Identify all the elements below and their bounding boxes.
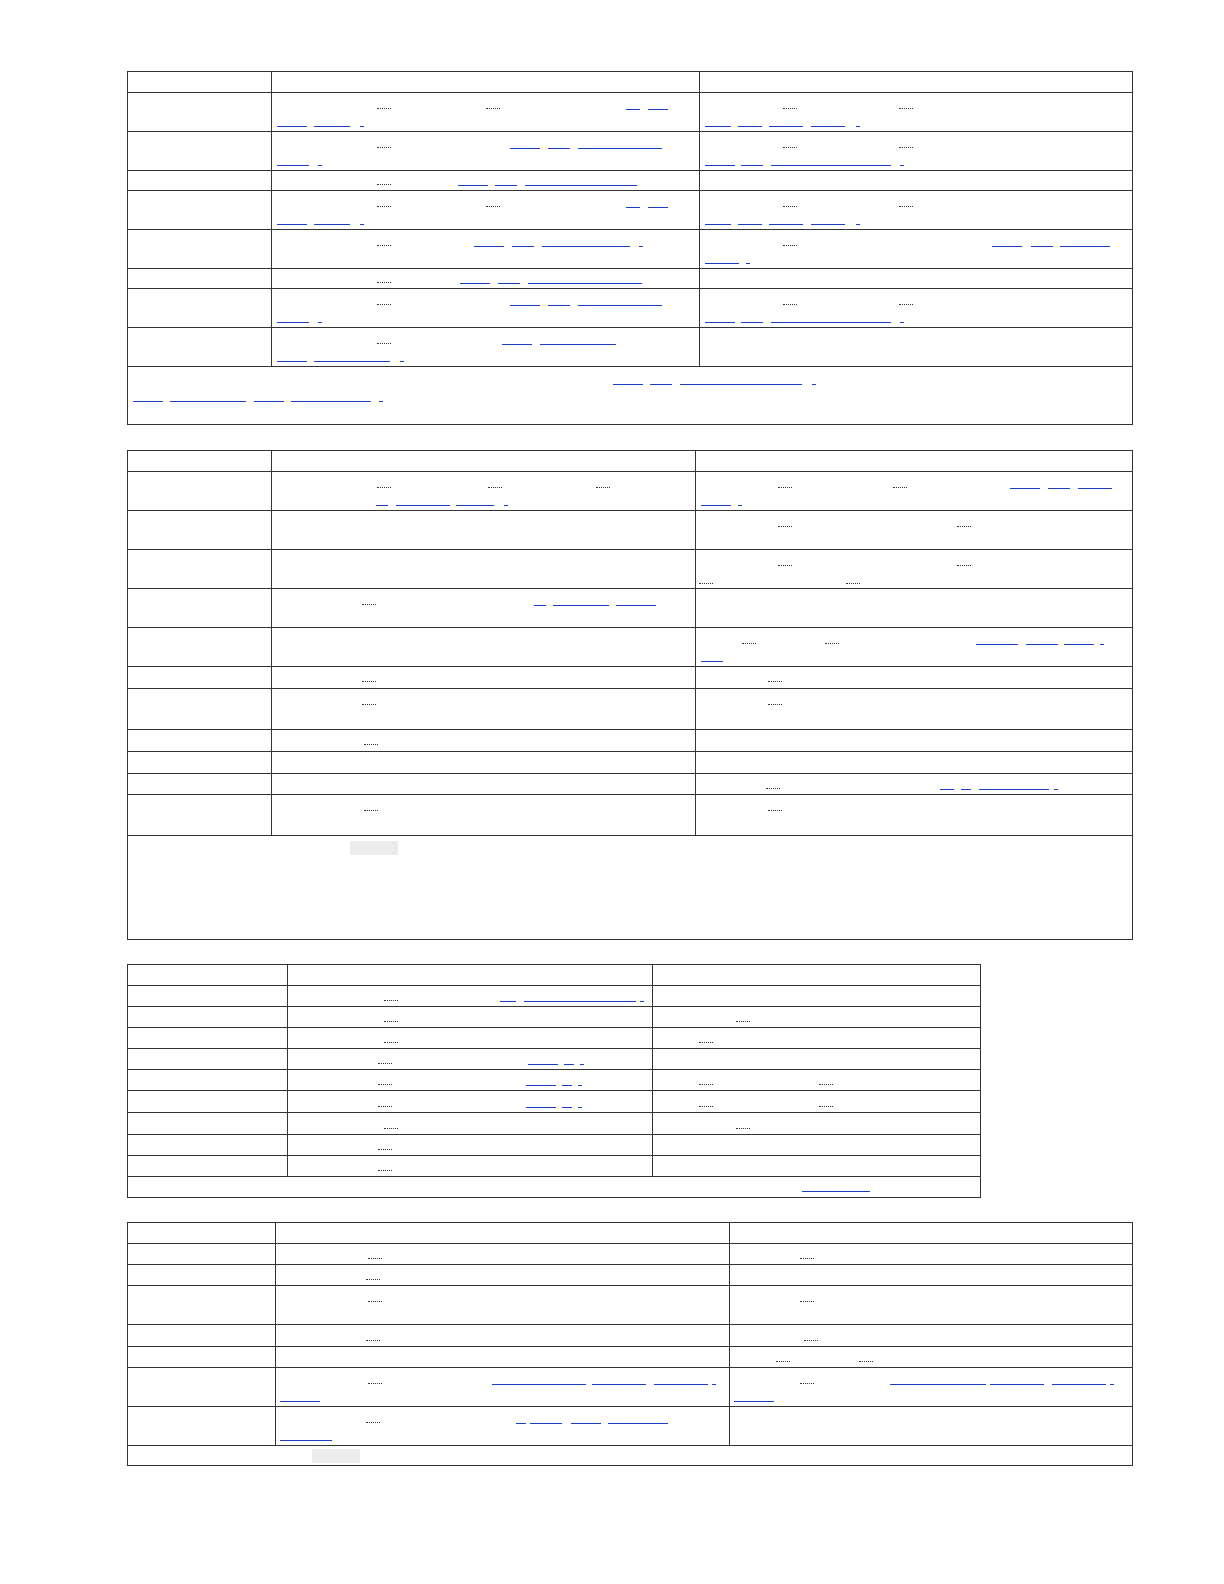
table-cell [699, 289, 1132, 327]
row-label [128, 1325, 275, 1346]
link[interactable] [626, 207, 640, 208]
table-cell [271, 550, 695, 588]
link[interactable] [900, 322, 904, 323]
table-cell [271, 689, 695, 729]
table-row [128, 1135, 980, 1156]
header-cell [729, 1223, 1132, 1243]
table-row [128, 628, 1132, 667]
table-cell [287, 1135, 652, 1155]
table-cell [275, 1265, 729, 1285]
table-row [128, 93, 1132, 132]
link[interactable] [277, 224, 307, 225]
link[interactable] [705, 322, 735, 323]
table-row [128, 171, 1132, 191]
table-cell [729, 1265, 1132, 1285]
table-header-row [128, 72, 1132, 93]
link[interactable] [592, 1384, 646, 1385]
table-row [128, 667, 1132, 689]
table-row [128, 132, 1132, 171]
table-row [128, 191, 1132, 230]
table-cell [729, 1244, 1132, 1264]
row-label [128, 1368, 275, 1406]
table-cell [271, 511, 695, 549]
header-cell [695, 451, 1132, 471]
row-label [128, 472, 271, 510]
table-cell [287, 1113, 652, 1134]
table-row [128, 589, 1132, 628]
table-cell [695, 795, 1132, 835]
table-cell [271, 289, 699, 327]
link[interactable] [474, 246, 504, 247]
link[interactable] [608, 1423, 668, 1424]
link[interactable] [530, 1423, 562, 1424]
table-cell [652, 1070, 980, 1090]
link[interactable] [562, 1085, 572, 1086]
row-label [128, 1407, 275, 1445]
link[interactable] [890, 1384, 986, 1385]
link[interactable] [1064, 644, 1094, 645]
table-cell [652, 1091, 980, 1112]
header-cell [271, 451, 695, 471]
link[interactable] [639, 246, 643, 247]
header-cell [287, 965, 652, 985]
table-cell [699, 171, 1132, 190]
link[interactable] [992, 246, 1022, 247]
table-cell [695, 472, 1132, 510]
table-header-row [128, 965, 980, 986]
table-row [128, 1265, 1132, 1286]
table-cell [729, 1325, 1132, 1346]
row-label [128, 1265, 275, 1285]
link[interactable] [495, 185, 517, 186]
link[interactable] [379, 401, 383, 402]
link[interactable] [979, 789, 1049, 790]
row-label [128, 589, 271, 627]
table-row [128, 752, 1132, 774]
table-cell [652, 1049, 980, 1069]
link[interactable] [654, 1384, 708, 1385]
link[interactable] [280, 1440, 332, 1441]
table-cell [287, 1156, 652, 1176]
table-cell [271, 795, 695, 835]
table-row [128, 1028, 980, 1049]
table-row [128, 1070, 980, 1091]
link[interactable] [492, 1384, 586, 1385]
link[interactable] [314, 361, 390, 362]
table-cell [699, 230, 1132, 268]
row-label [128, 1347, 275, 1367]
link[interactable] [578, 305, 662, 306]
link[interactable] [616, 605, 656, 606]
link[interactable] [542, 246, 630, 247]
table-footnote-row [128, 1177, 980, 1198]
row-label [128, 795, 271, 835]
table-cell [275, 1407, 729, 1445]
link[interactable] [498, 283, 520, 284]
row-label [128, 1135, 287, 1155]
row-label [128, 1049, 287, 1069]
link[interactable] [277, 361, 307, 362]
table-cell [271, 589, 695, 627]
table-row [128, 986, 980, 1007]
link[interactable] [940, 789, 954, 790]
table-row [128, 1244, 1132, 1265]
highlighted-text [350, 841, 398, 855]
link[interactable] [811, 224, 845, 225]
table-footnote-row [128, 1446, 1132, 1466]
table-cell [652, 986, 980, 1006]
link[interactable] [548, 148, 570, 149]
link[interactable] [1031, 246, 1053, 247]
link[interactable] [738, 126, 762, 127]
link[interactable] [680, 384, 802, 385]
table-cell [271, 93, 699, 131]
link[interactable] [746, 263, 750, 264]
table-cell [287, 1028, 652, 1048]
link[interactable] [376, 505, 388, 506]
link[interactable] [1026, 644, 1058, 645]
table-cell [729, 1368, 1132, 1406]
table-row [128, 1007, 980, 1028]
link[interactable] [526, 1085, 556, 1086]
link[interactable] [526, 1107, 556, 1108]
row-label [128, 191, 271, 229]
table-cell [275, 1347, 729, 1367]
table-row [128, 1049, 980, 1070]
table-3 [127, 964, 981, 1198]
link[interactable] [648, 207, 668, 208]
table-cell [271, 132, 699, 170]
row-label [128, 1028, 287, 1048]
row-label [128, 511, 271, 549]
link[interactable] [626, 109, 640, 110]
table-cell [695, 667, 1132, 688]
table-2 [127, 450, 1133, 940]
link[interactable] [528, 283, 642, 284]
header-cell [128, 451, 271, 471]
link[interactable] [314, 224, 350, 225]
link[interactable] [580, 1064, 584, 1065]
row-label [128, 667, 271, 688]
table-cell [729, 1347, 1132, 1367]
link[interactable] [360, 126, 364, 127]
table-cell [695, 730, 1132, 751]
table-cell [287, 1007, 652, 1027]
link[interactable] [640, 1001, 644, 1002]
header-cell [128, 72, 271, 92]
table-row [128, 1347, 1132, 1368]
link[interactable] [1060, 246, 1110, 247]
table-cell [729, 1407, 1132, 1445]
table-cell [695, 689, 1132, 729]
table-cell [271, 328, 699, 366]
link[interactable] [1048, 488, 1070, 489]
table-cell [695, 628, 1132, 666]
table-row [128, 269, 1132, 289]
link[interactable] [133, 401, 163, 402]
link[interactable] [553, 605, 609, 606]
row-label [128, 1091, 287, 1112]
table-cell [652, 1156, 980, 1176]
row-label [128, 550, 271, 588]
table-row [128, 1325, 1132, 1347]
table-cell [271, 472, 695, 510]
table-cell [271, 191, 699, 229]
link[interactable] [254, 401, 284, 402]
link[interactable] [771, 322, 891, 323]
table-cell [699, 191, 1132, 229]
link[interactable] [318, 165, 322, 166]
row-label [128, 1007, 287, 1027]
link[interactable] [525, 185, 637, 186]
link[interactable] [856, 224, 860, 225]
link[interactable] [291, 401, 371, 402]
link[interactable] [738, 224, 762, 225]
link[interactable] [578, 1107, 582, 1108]
table-cell [652, 1028, 980, 1048]
table-cell [699, 93, 1132, 131]
header-cell [652, 965, 980, 985]
link[interactable] [856, 126, 860, 127]
row-label [128, 1113, 287, 1134]
link[interactable] [705, 126, 731, 127]
link[interactable] [524, 1001, 636, 1002]
table-header-row [128, 451, 1132, 472]
row-label [128, 986, 287, 1006]
link[interactable] [990, 1384, 1044, 1385]
link[interactable] [360, 224, 364, 225]
row-label [128, 774, 271, 794]
link[interactable] [516, 1423, 526, 1424]
link[interactable] [460, 283, 490, 284]
row-label [128, 689, 271, 729]
table-cell [287, 1091, 652, 1112]
link[interactable] [900, 165, 904, 166]
table-cell [287, 1049, 652, 1069]
table-cell [699, 132, 1132, 170]
link[interactable] [1078, 488, 1112, 489]
link[interactable] [741, 322, 763, 323]
link[interactable] [578, 148, 662, 149]
row-label [128, 93, 271, 131]
row-label [128, 1156, 287, 1176]
link[interactable] [701, 505, 731, 506]
link[interactable] [1054, 789, 1058, 790]
link[interactable] [705, 263, 739, 264]
link[interactable] [318, 322, 322, 323]
link[interactable] [712, 1384, 716, 1385]
table-cell [275, 1244, 729, 1264]
link[interactable] [504, 505, 508, 506]
link[interactable] [510, 148, 540, 149]
link[interactable] [1110, 1384, 1114, 1385]
link[interactable] [500, 1001, 516, 1002]
link[interactable] [170, 401, 246, 402]
table-cell [695, 589, 1132, 627]
table-cell [695, 550, 1132, 588]
table-cell [271, 230, 699, 268]
table-cell [287, 986, 652, 1006]
link[interactable] [510, 305, 540, 306]
table-cell [287, 1070, 652, 1090]
link[interactable] [564, 1064, 574, 1065]
table-row [128, 730, 1132, 752]
link[interactable] [458, 185, 488, 186]
link[interactable] [613, 384, 643, 385]
link[interactable] [701, 661, 723, 662]
row-label [128, 628, 271, 666]
table-cell [271, 774, 695, 794]
header-cell [699, 72, 1132, 92]
table-row [128, 1368, 1132, 1407]
table-cell [652, 1135, 980, 1155]
link[interactable] [578, 1085, 582, 1086]
link[interactable] [548, 305, 570, 306]
table-cell [652, 1007, 980, 1027]
link[interactable] [811, 126, 845, 127]
row-label [128, 171, 271, 190]
link[interactable] [562, 1107, 572, 1108]
link[interactable] [734, 1401, 774, 1402]
link[interactable] [277, 165, 309, 166]
table-cell [271, 628, 695, 666]
link[interactable] [280, 1401, 320, 1402]
link[interactable] [571, 1423, 601, 1424]
table-cell [271, 667, 695, 688]
table-row [128, 1113, 980, 1135]
link[interactable] [769, 126, 803, 127]
table-row [128, 1156, 980, 1177]
link[interactable] [705, 165, 735, 166]
header-cell [271, 72, 699, 92]
table-row [128, 1091, 980, 1113]
table-cell [271, 730, 695, 751]
link[interactable] [277, 322, 309, 323]
table-cell [652, 1113, 980, 1134]
link[interactable] [705, 224, 731, 225]
header-cell [275, 1223, 729, 1243]
table-cell [271, 269, 699, 288]
row-label [128, 132, 271, 170]
table-row [128, 774, 1132, 795]
row-label [128, 1070, 287, 1090]
link[interactable] [502, 344, 532, 345]
table-cell [271, 171, 699, 190]
link[interactable] [528, 1064, 558, 1065]
table-row [128, 1286, 1132, 1325]
table-cell [695, 774, 1132, 794]
table-cell [695, 752, 1132, 773]
link[interactable] [769, 224, 803, 225]
table-cell [695, 511, 1132, 549]
table-footnote-row [128, 367, 1132, 425]
table-cell [729, 1286, 1132, 1324]
link[interactable] [648, 109, 668, 110]
link[interactable] [812, 384, 816, 385]
link[interactable] [650, 384, 672, 385]
link[interactable] [314, 126, 350, 127]
row-label [128, 230, 271, 268]
header-cell [128, 965, 287, 985]
link[interactable] [512, 246, 534, 247]
table-footnote-row [128, 836, 1132, 940]
table-row [128, 795, 1132, 836]
table-row [128, 230, 1132, 269]
link[interactable] [771, 165, 891, 166]
row-label [128, 1244, 275, 1264]
table-row [128, 289, 1132, 328]
link[interactable] [738, 505, 742, 506]
table-cell [699, 328, 1132, 366]
table-row [128, 550, 1132, 589]
table-4 [127, 1222, 1133, 1466]
row-label [128, 269, 271, 288]
row-label [128, 328, 271, 366]
link[interactable] [1010, 488, 1040, 489]
table-row [128, 1407, 1132, 1446]
table-cell [699, 269, 1132, 288]
link[interactable] [1100, 644, 1104, 645]
link[interactable] [1052, 1384, 1106, 1385]
row-label [128, 1286, 275, 1324]
link[interactable] [802, 1191, 870, 1192]
table-cell [275, 1325, 729, 1346]
header-cell [128, 1223, 275, 1243]
link[interactable] [456, 505, 494, 506]
table-row [128, 511, 1132, 550]
link[interactable] [534, 605, 546, 606]
row-label [128, 730, 271, 751]
row-label [128, 752, 271, 773]
table-row [128, 328, 1132, 367]
link[interactable] [540, 344, 616, 345]
link[interactable] [400, 361, 404, 362]
table-header-row [128, 1223, 1132, 1244]
table-cell [271, 752, 695, 773]
table-cell [275, 1286, 729, 1324]
table-row [128, 689, 1132, 730]
table-row [128, 472, 1132, 511]
link[interactable] [396, 505, 450, 506]
link[interactable] [961, 789, 971, 790]
link[interactable] [277, 126, 307, 127]
table-cell [275, 1368, 729, 1406]
link[interactable] [741, 165, 763, 166]
table-1 [127, 71, 1133, 425]
highlighted-text [312, 1449, 360, 1463]
row-label [128, 289, 271, 327]
link[interactable] [976, 644, 1018, 645]
